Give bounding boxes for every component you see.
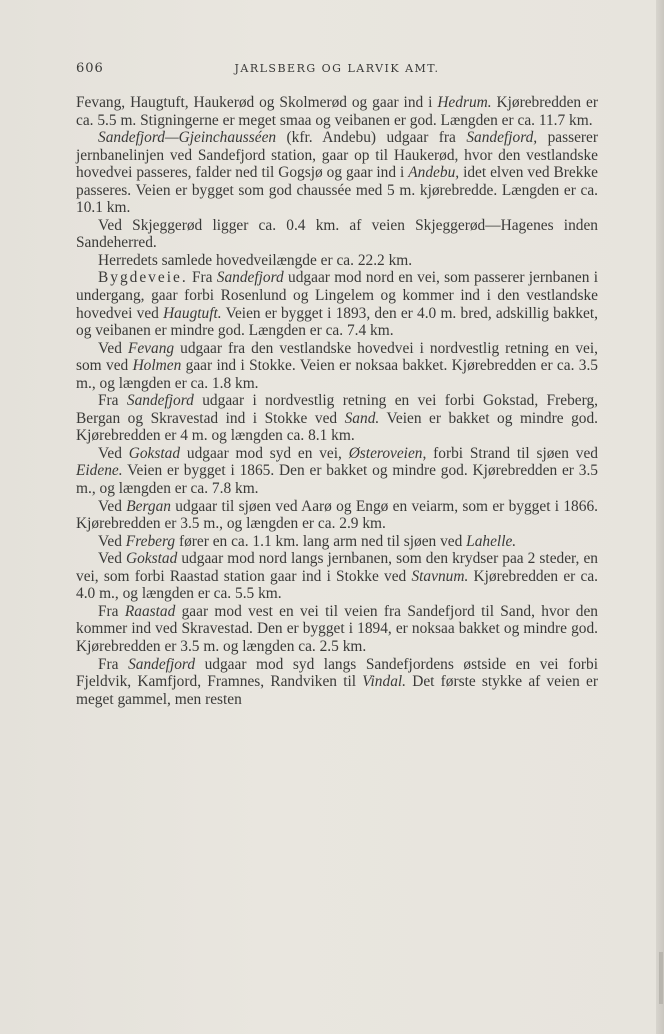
text-run: Ved	[98, 339, 128, 357]
italic-text: Hedrum.	[437, 94, 492, 111]
text-run: Ved Skjeggerød ligger ca. 0.4 km. af veien Skjeggerød—Hagenes inden Sandeherred.	[76, 216, 598, 252]
paragraph	[76, 340, 598, 393]
text-run: udgaar mod nord langs jernbanen, som den krydser paa 2 steder, en vei, som forbi Raastad station gaar ind i Stokke ved	[76, 550, 598, 585]
text-run: Ved	[98, 532, 126, 550]
paragraph	[76, 217, 598, 252]
text-run: Fra	[187, 269, 217, 287]
text-run: Det første stykke af veien er meget gammel, men resten	[76, 673, 598, 708]
text-run: (kfr. Andebu) udgaar fra	[276, 129, 467, 147]
text-run: Kjørebredden er ca. 4.0 m., og længden er ca. 5.5 km.	[76, 567, 599, 603]
text-run: udgaar fra den vestlandske hovedvei i nordvestlig retning en vei, som ved	[76, 339, 598, 375]
text-run: udgaar til sjøen ved Aarø og Engø en veiarm, som er bygget i 1866. Kjørebredden er 3.5 m., og længden er ca. 2.9 km.	[76, 497, 598, 533]
italic-text: Sandefjord—Gjeinchausséen	[98, 129, 277, 147]
paragraph	[76, 129, 598, 217]
italic-text: Holmen	[132, 357, 182, 375]
paragraph	[76, 550, 598, 603]
spaced-heading: Bygdeveie.	[98, 269, 188, 287]
paragraph	[76, 498, 598, 533]
paragraph	[76, 533, 598, 551]
page-edge	[656, 0, 664, 1034]
text-run: Ved	[98, 550, 126, 568]
italic-text: Gokstad	[128, 444, 181, 462]
running-head: JARLSBERG OG LARVIK AMT.	[234, 62, 440, 75]
italic-text: Freberg	[125, 532, 176, 550]
text-run: udgaar mod syd en vei,	[180, 444, 349, 462]
italic-text: Raastad	[124, 602, 176, 620]
paragraph	[76, 392, 598, 445]
text-run: Ved	[98, 497, 127, 515]
italic-text: Bergan	[126, 497, 171, 515]
italic-text: Sandefjord	[216, 269, 284, 287]
page-number: 606	[76, 61, 104, 76]
text-run: udgaar i nordvestlig retning en vei forbi Gokstad, Freberg, Bergan og Skravestad ind i Stokke ved	[76, 392, 598, 427]
text-run: fører en ca. 1.1 km. lang arm ned til sjøen ved	[175, 532, 467, 550]
italic-text: Østeroveien,	[348, 444, 427, 462]
italic-text: Eidene.	[76, 462, 123, 480]
paragraph	[76, 656, 598, 709]
page-edge-mark	[659, 952, 663, 1004]
paragraph	[76, 252, 598, 270]
text-run: Fra	[98, 655, 129, 673]
text-run: Fra	[98, 602, 125, 620]
paragraph	[76, 94, 598, 129]
text-run: forbi Strand til sjøen ved	[426, 444, 598, 462]
text-run: passerer jernbanelinjen ved Sandefjord station, gaar op til Haukerød, hvor den vestlandske hovedvei passeres, falder ned til Gogsjø og gaar ind i	[76, 129, 599, 182]
paragraph	[76, 269, 598, 339]
text-run: udgaar mod syd langs Sandefjordens østside en vei forbi Fjeldvik, Kamfjord, Framnes, Randviken til	[76, 655, 598, 691]
italic-text: Fevang	[127, 339, 175, 357]
paragraph	[76, 445, 598, 498]
text-run: Herredets samlede hovedveilængde er ca. 22.2 km.	[98, 251, 413, 269]
italic-text: Sandefjord,	[466, 129, 538, 147]
paragraph	[76, 603, 598, 656]
italic-text: Sandefjord	[128, 655, 196, 673]
text-run: Veien er bygget i 1865. Den er bakket og mindre god. Kjørebredden er 3.5 m., og længden er ca. 7.8 km.	[76, 462, 598, 498]
italic-text: Sandefjord	[126, 392, 194, 410]
text-run: Fra	[98, 392, 127, 410]
text-run: gaar mod vest en vei til veien fra Sandefjord til Sand, hvor den kommer ind ved Skravestad. Den er bygget i 1894, er noksaa bakket og mindre god. Kjørebredden er 3.5 m. og længden ca. 2.5 km.	[76, 602, 598, 655]
text-run: Fevang, Haugtuft, Haukerød og Skolmerød og gaar ind i	[76, 94, 438, 111]
text-run: gaar ind i Stokke. Veien er noksaa bakket. Kjørebredden er ca. 3.5 m., og længden er ca. 1.8 km.	[76, 357, 599, 392]
text-run: idet elven ved Brekke passeres. Veien er bygget som god chaussée med 5 m. kjørebredde. Længden er ca. 10.1 km.	[76, 164, 598, 217]
page-header	[76, 61, 598, 81]
text-run: Veien er bygget i 1893, den er 4.0 m. bred, adskillig bakket, og veibanen er mindre god. Længden er ca. 7.4 km.	[76, 304, 598, 340]
italic-text: Lahelle.	[466, 532, 517, 550]
text-run: Ved	[98, 444, 129, 462]
text-run: udgaar mod nord en vei, som passerer jernbanen i undergang, gaar forbi Rosenlund og Lingelem og kommer ind i den vestlandske hovedvei ved	[76, 269, 598, 322]
italic-text: Gokstad	[126, 550, 178, 568]
italic-text: Vindal.	[362, 673, 407, 691]
italic-text: Haugtuft.	[163, 304, 222, 322]
italic-text: Stavnum.	[411, 567, 469, 585]
text-run: Veien er bakket og mindre god. Kjørebredden er 4 m. og længden ca. 8.1 km.	[76, 409, 599, 445]
italic-text: Andebu,	[408, 164, 460, 182]
italic-text: Sand.	[344, 409, 380, 427]
body-text	[76, 94, 598, 708]
text-run: Kjørebredden er ca. 5.5 m. Stigningerne er meget smaa og veibanen er god. Længden er ca. 11.7 km.	[76, 94, 598, 129]
